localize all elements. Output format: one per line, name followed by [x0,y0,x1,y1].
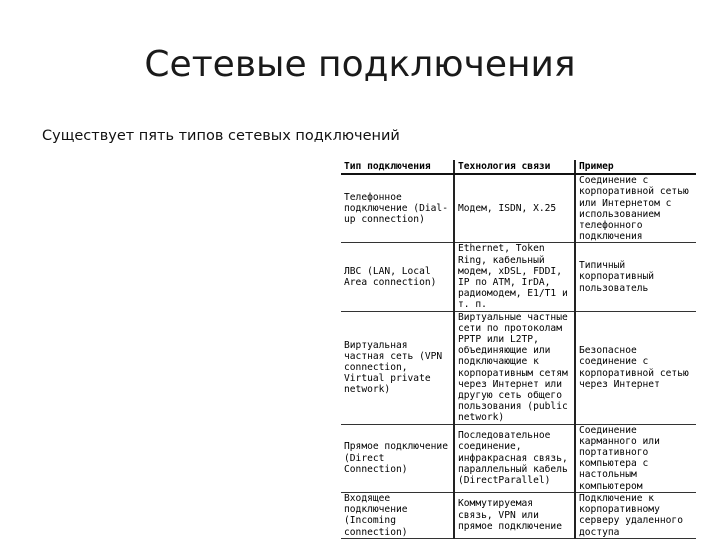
cell-example: Соединение с корпоративной сетью или Интернетом с использованием телефонного подключения [575,174,696,243]
table-row [341,243,696,311]
cell-technology: Ethernet, Token Ring, кабельный модем, xDSL, FDDI, IP по ATM, IrDA, радиомодем, E1/T1 и т. п. [454,243,575,311]
cell-technology: Виртуальные частные сети по протоколам PPTP или L2TP, объединяющие или подключающие к корпоративным сетям через Интернет или другую сеть общего пользования (public network) [454,311,575,424]
table-header-row [341,160,696,174]
cell-connection-type: Входящее подключение (Incoming connection) [344,492,408,538]
cell-connection-type: Прямое подключение (Direct Connection) [344,441,448,475]
cell-technology: Последовательное соединение, инфракрасная связь, параллельный кабель (DirectParallel) [454,424,575,492]
cell-connection-type: Телефонное подключение (Dial-up connection) [344,192,448,226]
slide-subtitle: Существует пять типов сетевых подключений [42,128,400,144]
table-row [341,492,696,538]
cell-connection-type: ЛВС (LAN, Local Area connection) [344,265,437,289]
table-row [341,174,696,243]
cell-technology: Модем, ISDN, X.25 [454,174,575,243]
cell-example: Соединение карманного или портативного компьютера с настольным компьютером [575,424,696,492]
cell-connection-type: Виртуальная частная сеть (VPN connection, Virtual private network) [344,339,443,396]
header-connection-type: Тип подключения [341,160,454,174]
slide-title: Сетевые подключения [144,44,576,85]
cell-example: Безопасное соединение с корпоративной сетью через Интернет [575,311,696,424]
header-technology: Технология связи [454,160,575,174]
cell-example: Подключение к корпоративному серверу удаленного доступа [575,492,696,538]
header-example: Пример [575,160,696,174]
cell-technology: Коммутируемая связь, VPN или прямое подключение [454,492,575,538]
connection-types-table-container [341,160,696,538]
connection-types-table [341,160,696,539]
table-row [341,311,696,424]
cell-example: Типичный корпоративный пользователь [575,243,696,311]
table-row [341,424,696,492]
